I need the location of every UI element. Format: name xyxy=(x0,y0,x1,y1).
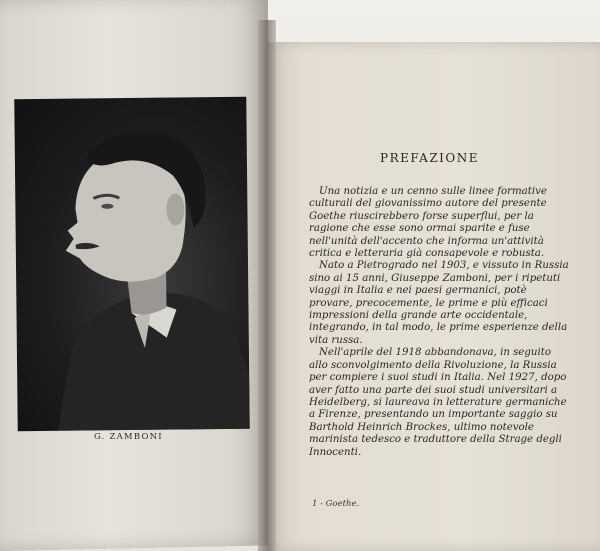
preface-text xyxy=(309,186,571,459)
paragraph: Una notizia e un cenno sulle linee formative culturali del giovanissimo autore del presente Goethe riuscirebbero forse superflui, per la ragione che esse sono ormai sparite e fuse nell'unità dell'accento che informa un'attività critica e letteraria già consapevole e robusta. xyxy=(309,186,547,260)
page-title: PREFAZIONE xyxy=(380,151,479,165)
paragraph: Nell'aprile del 1918 abbandonava, in seguito allo sconvolgimento della Rivoluzione, la Russia per compiere i suoi studi in Italia. Nel 1927, dopo aver fatto una parte dei suoi studi universitari a Heidelberg, si laureava in letterature germaniche a Firenze, presentando un importante saggio su Barthold Heinrich Brockes, ultimo notevole marinista tedesco e traduttore della Strage degli Innocenti. xyxy=(309,347,567,458)
paragraph: Nato a Pietrogrado nel 1903, e vissuto in Russia sino ai 15 anni, Giuseppe Zamboni, per i ripetuti viaggi in Italia e nei paesi germanici, potè provare, precocemente, le prime e più efficaci impressioni della grande arte occidentale, integrando, in tal modo, le prime esperienze della vita russa. xyxy=(309,260,569,346)
book-gutter xyxy=(258,20,276,551)
portrait-caption: G. ZAMBONI xyxy=(94,432,163,442)
page-footer: 1 - Goethe. xyxy=(312,499,360,509)
portrait-photo xyxy=(14,97,249,431)
portrait-figure xyxy=(14,97,249,431)
